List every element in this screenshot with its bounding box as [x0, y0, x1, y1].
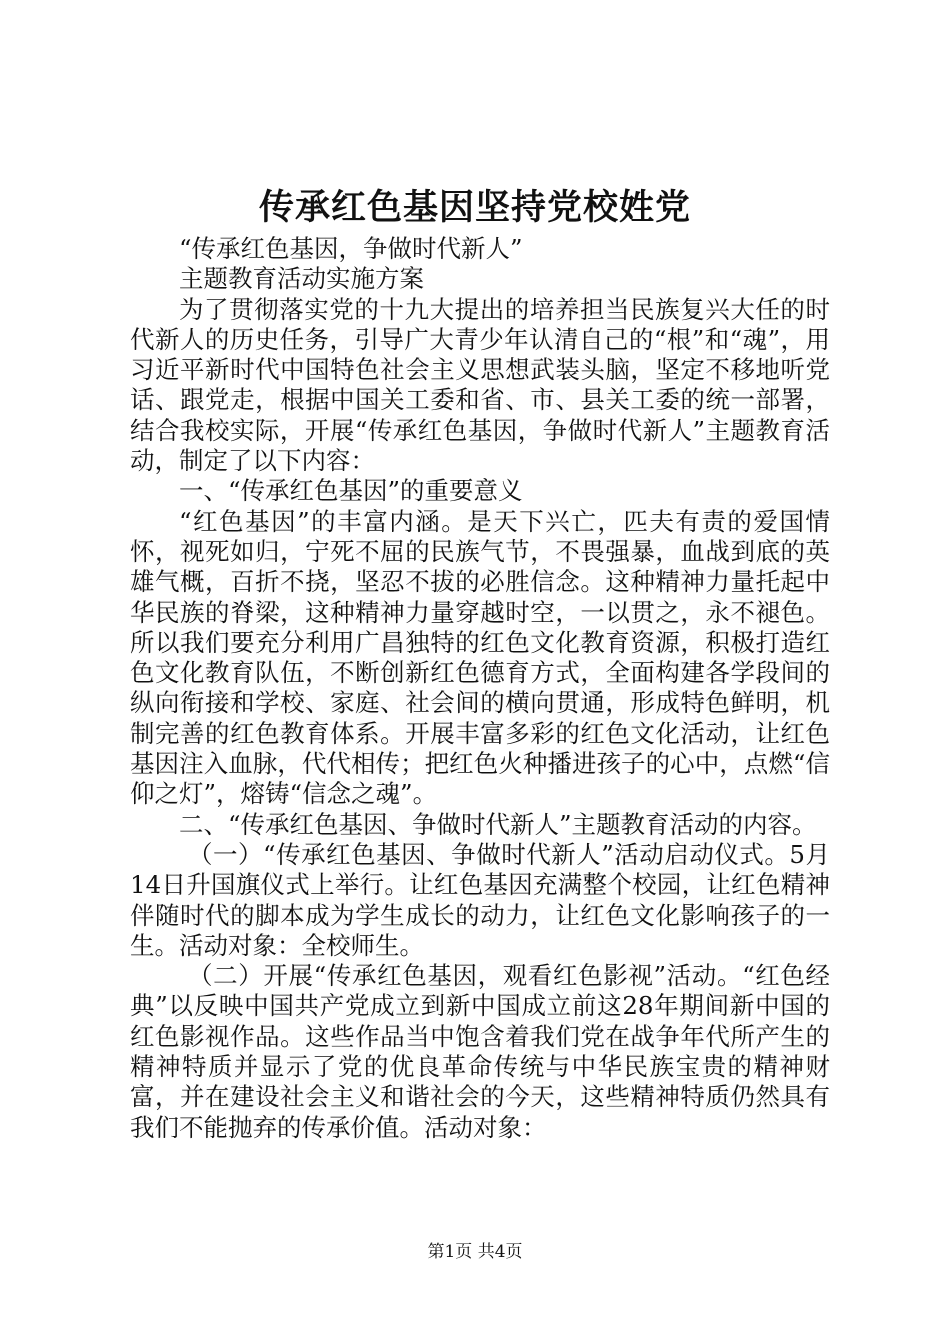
paragraph-intro: 为了贯彻落实党的十九大提出的培养担当民族复兴大任的时代新人的历史任务，引导广大青少年认清自己的“根”和“魂”，用习近平新时代中国特色社会主义思想武装头脑，坚定不移地听党话、跟党走，根据中国关工委和省、市、县关工委的统一部署，结合我校实际，开展“传承红色基因，争做时代新人”主题教育活动，制定了以下内容： [130, 294, 830, 476]
page-footer: 第1页 共4页 [427, 1242, 523, 1262]
paragraph-activity-2: （二）开展“传承红色基因，观看红色影视”活动。“红色经典”以反映中国共产党成立到新中国成立前这28年期间新中国的红色影视作品。这些作品当中饱含着我们党在战争年代所产生的精神特质并显示了党的优良革命传统与中华民族宝贵的精神财富，并在建设社会主义和谐社会的今天，这些精神特质仍然具有我们不能抛弃的传承价值。活动对象： [130, 961, 830, 1142]
paragraph-subtitle-plan: 主题教育活动实施方案 [179, 264, 424, 294]
section-heading-1: 一、“传承红色基因”的重要意义 [179, 476, 523, 506]
paragraph-red-gene: “红色基因”的丰富内涵。是天下兴亡，匹夫有责的爱国情怀，视死如归，宁死不屈的民族气节，不畏强暴，血战到底的英雄气概，百折不挠，坚忍不拔的必胜信念。这种精神力量托起中华民族的脊梁，这种精神力量穿越时空，一以贯之，永不褪色。所以我们要充分利用广昌独特的红色文化教育资源，积极打造红色文化教育队伍，不断创新红色德育方式，全面构建各学段间的纵向衔接和学校、家庭、社会间的横向贯通，形成特色鲜明，机制完善的红色教育体系。开展丰富多彩的红色文化活动，让红色基因注入血脉，代代相传；把红色火种播进孩子的心中，点燃“信仰之灯”，熔铸“信念之魂”。 [130, 506, 830, 809]
document-body [130, 234, 830, 1143]
paragraph-activity-1: （一）“传承红色基因、争做时代新人”活动启动仪式。5月14日升国旗仪式上举行。让红色基因充满整个校园，让红色精神伴随时代的脚本成为学生成长的动力，让红色文化影响孩子的一生。活动对象：全校师生。 [130, 839, 830, 960]
section-heading-2: 二、“传承红色基因、争做时代新人”主题教育活动的内容。 [179, 809, 817, 839]
document-title: 传承红色基因坚持党校姓党 [258, 187, 691, 228]
paragraph-subtitle-quote: “传承红色基因，争做时代新人” [179, 234, 523, 263]
